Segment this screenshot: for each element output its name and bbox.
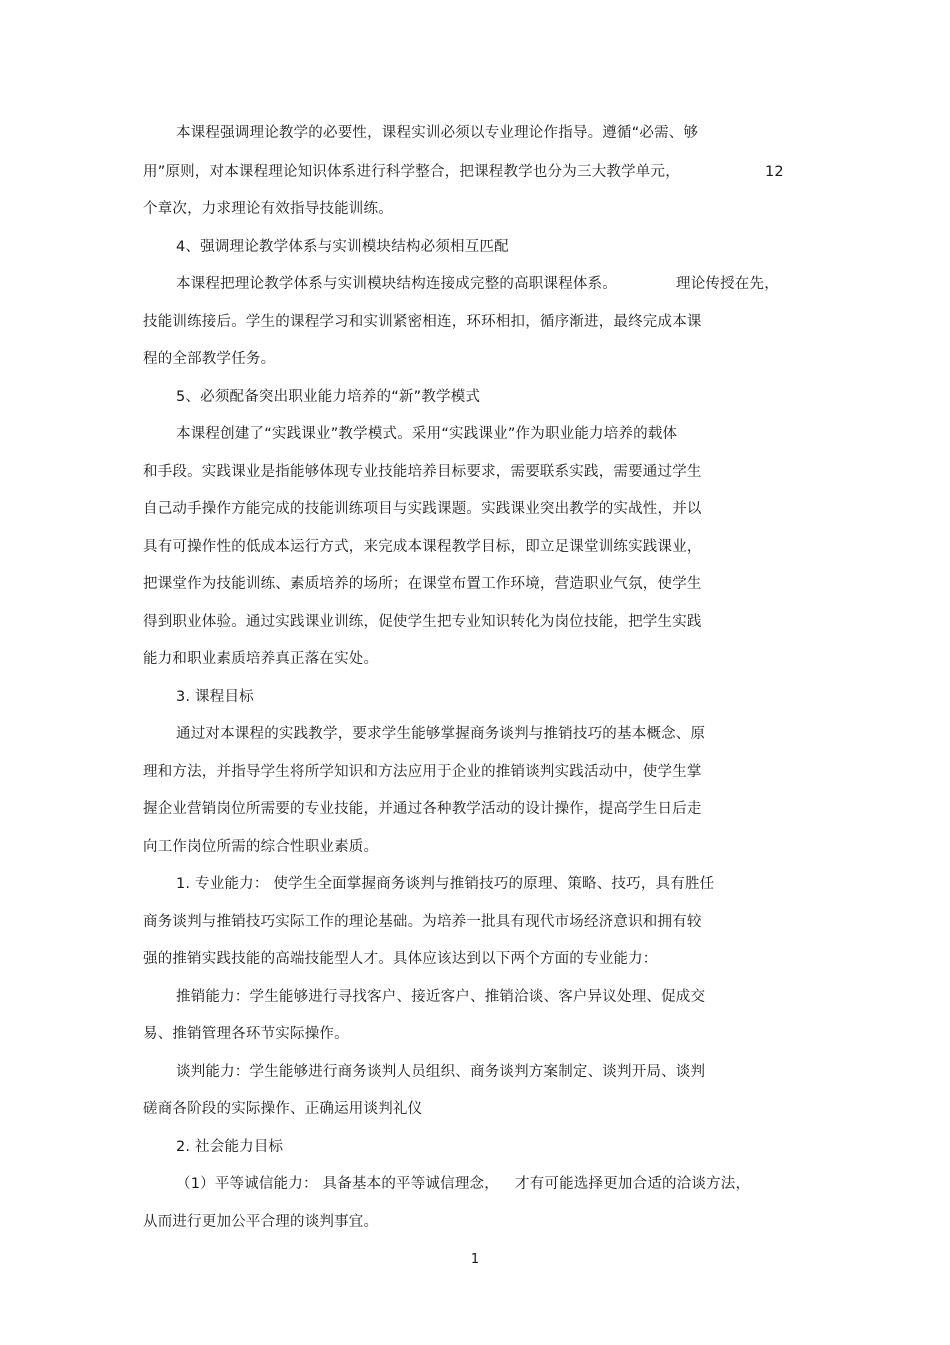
chapter-count: 12 — [765, 164, 784, 180]
page-number: 1 — [470, 1252, 480, 1267]
paragraph-line: 本课程创建了“实践课业”教学模式。采用“实践课业”作为职业能力培养的载体 — [176, 426, 678, 442]
paragraph-line: 得到职业体验。通过实践课业训练，促使学生把专业知识转化为岗位技能，把学生实践 — [143, 614, 702, 630]
section-heading: 3. 课程目标 — [176, 689, 254, 705]
paragraph-line: 谈判能力：学生能够进行商务谈判人员组织、商务谈判方案制定、谈判开局、谈判 — [176, 1064, 706, 1080]
paragraph-line: 从而进行更加公平合理的谈判事宜。 — [143, 1214, 379, 1230]
paragraph-fragment: 理论传授在先， — [676, 276, 779, 292]
paragraph-line: 自己动手操作方能完成的技能训练项目与实践课题。实践课业突出教学的实战性，并以 — [143, 501, 702, 517]
paragraph-line: 易、推销管理各环节实际操作。 — [143, 1026, 349, 1042]
section-heading: 4、强调理论教学体系与实训模块结构必须相互匹配 — [176, 239, 509, 255]
paragraph-line: 磋商各阶段的实际操作、正确运用谈判礼仪 — [143, 1101, 423, 1117]
paragraph-line: 握企业营销岗位所需要的专业技能，并通过各种教学活动的设计操作，提高学生日后走 — [143, 801, 702, 817]
paragraph-fragment: 才有可能选择更加合适的洽谈方法， — [515, 1176, 751, 1192]
paragraph-line: 技能训练接后。学生的课程学习和实训紧密相连，环环相扣，循序渐进，最终完成本课 — [143, 314, 702, 330]
paragraph-line: （1）平等诚信能力： 具备基本的平等诚信理念， — [176, 1176, 499, 1192]
paragraph-line: 向工作岗位所需的综合性职业素质。 — [143, 839, 379, 855]
paragraph-line: 1. 专业能力： 使学生全面掌握商务谈判与推销技巧的原理、策略、技巧，具有胜任 — [176, 876, 715, 892]
paragraph-line: 推销能力：学生能够进行寻找客户、接近客户、推销洽谈、客户异议处理、促成交 — [176, 989, 706, 1005]
paragraph-line: 本课程强调理论教学的必要性，课程实训必须以专业理论作指导。遵循“必需、够 — [176, 125, 699, 141]
paragraph-line: 用”原则，对本课程理论知识体系进行科学整合，把课程教学也分为三大教学单元， — [143, 164, 680, 180]
paragraph-line: 具有可操作性的低成本运行方式，来完成本课程教学目标，即立足课堂训练实践课业， — [143, 539, 702, 555]
section-heading: 2. 社会能力目标 — [176, 1139, 284, 1155]
paragraph-line: 和手段。实践课业是指能够体现专业技能培养目标要求，需要联系实践，需要通过学生 — [143, 464, 702, 480]
paragraph-line: 通过对本课程的实践教学，要求学生能够掌握商务谈判与推销技巧的基本概念、原 — [176, 726, 706, 742]
paragraph-line: 商务谈判与推销技巧实际工作的理论基础。为培养一批具有现代市场经济意识和拥有较 — [143, 914, 702, 930]
paragraph-line: 把课堂作为技能训练、素质培养的场所；在课堂布置工作环境，营造职业气氛，使学生 — [143, 576, 702, 592]
section-heading: 5、必须配备突出职业能力培养的“新”教学模式 — [176, 389, 481, 405]
paragraph-line: 能力和职业素质培养真正落在实处。 — [143, 651, 379, 667]
paragraph-line: 理和方法，并指导学生将所学知识和方法应用于企业的推销谈判实践活动中，使学生掌 — [143, 764, 702, 780]
paragraph-line: 强的推销实践技能的高端技能型人才。具体应该达到以下两个方面的专业能力： — [143, 951, 658, 967]
paragraph-line: 个章次，力求理论有效指导技能训练。 — [143, 201, 393, 217]
paragraph-line: 本课程把理论教学体系与实训模块结构连接成完整的高职课程体系。 — [176, 276, 617, 292]
paragraph-line: 程的全部教学任务。 — [143, 351, 276, 367]
